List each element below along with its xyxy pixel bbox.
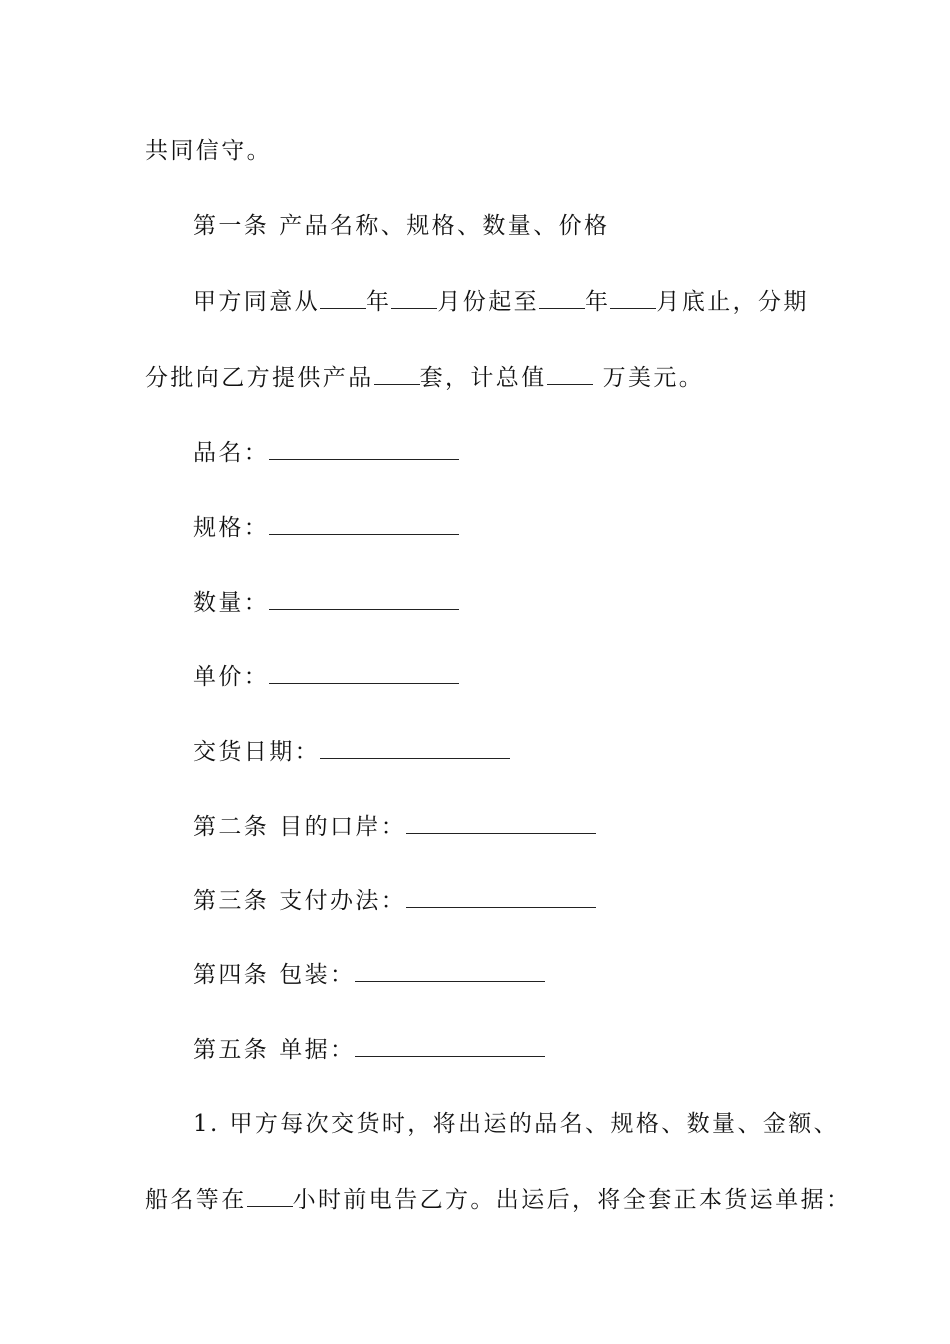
field-spec bbox=[193, 512, 459, 543]
blank-line bbox=[320, 736, 510, 759]
article-5 bbox=[193, 1034, 545, 1065]
clause-1-line-2 bbox=[145, 1184, 851, 1215]
body-text: 分批向乙方提供产品 bbox=[145, 365, 374, 391]
body-text: 月底止，分期 bbox=[656, 289, 809, 315]
blank-line bbox=[355, 959, 545, 982]
field-label: 交货日期： bbox=[193, 739, 320, 765]
article-title: 包装： bbox=[279, 962, 356, 988]
body-text: 套，计总值 bbox=[419, 365, 547, 391]
blank-line bbox=[269, 437, 459, 460]
field-label: 单价： bbox=[193, 664, 270, 690]
blank-line bbox=[391, 286, 437, 309]
article-title: 目的口岸： bbox=[279, 814, 407, 840]
blank-line bbox=[539, 286, 585, 309]
article-2 bbox=[193, 811, 596, 842]
blank-line bbox=[247, 1184, 293, 1207]
blank-line bbox=[406, 885, 596, 908]
field-quantity bbox=[193, 587, 459, 618]
blank-line bbox=[406, 811, 596, 834]
blank-line bbox=[610, 286, 656, 309]
blank-line bbox=[269, 661, 459, 684]
article-title: 单据： bbox=[279, 1037, 356, 1063]
field-label: 数量： bbox=[193, 590, 270, 616]
article-1-body-line-2 bbox=[145, 362, 704, 393]
field-delivery-date bbox=[193, 736, 510, 767]
body-text: 甲方同意从 bbox=[193, 289, 320, 315]
blank-line bbox=[355, 1034, 545, 1057]
blank-line bbox=[374, 362, 420, 385]
article-1-title: 产品名称、规格、数量、价格 bbox=[279, 213, 610, 239]
article-number: 第四条 bbox=[193, 962, 270, 988]
blank-line bbox=[320, 286, 366, 309]
blank-line bbox=[269, 512, 459, 535]
field-unit-price bbox=[193, 661, 459, 692]
article-number: 第二条 bbox=[193, 814, 270, 840]
blank-line bbox=[547, 362, 593, 385]
body-text: 年 bbox=[366, 289, 392, 315]
body-text: 万美元。 bbox=[602, 365, 705, 391]
article-3 bbox=[193, 885, 596, 916]
article-4 bbox=[193, 959, 545, 990]
body-text: 年 bbox=[585, 289, 611, 315]
body-text: 船名等在 bbox=[145, 1187, 247, 1213]
article-1-heading bbox=[193, 211, 609, 241]
article-number: 第五条 bbox=[193, 1037, 270, 1063]
body-text: 小时前电告乙方。出运后，将全套正本货运单据： bbox=[292, 1187, 852, 1213]
article-title: 支付办法： bbox=[279, 888, 407, 914]
article-1-body-line-1 bbox=[193, 286, 809, 317]
article-1-number: 第一条 bbox=[193, 213, 270, 239]
article-number: 第三条 bbox=[193, 888, 270, 914]
clause-1-line-1: 1. 甲方每次交货时，将出运的品名、规格、数量、金额、 bbox=[193, 1111, 840, 1137]
intro-closing-text: 共同信守。 bbox=[145, 138, 272, 164]
blank-line bbox=[269, 587, 459, 610]
field-label: 品名： bbox=[193, 440, 270, 466]
field-label: 规格： bbox=[193, 515, 270, 541]
field-product-name bbox=[193, 437, 459, 468]
body-text: 月份起至 bbox=[437, 289, 540, 315]
